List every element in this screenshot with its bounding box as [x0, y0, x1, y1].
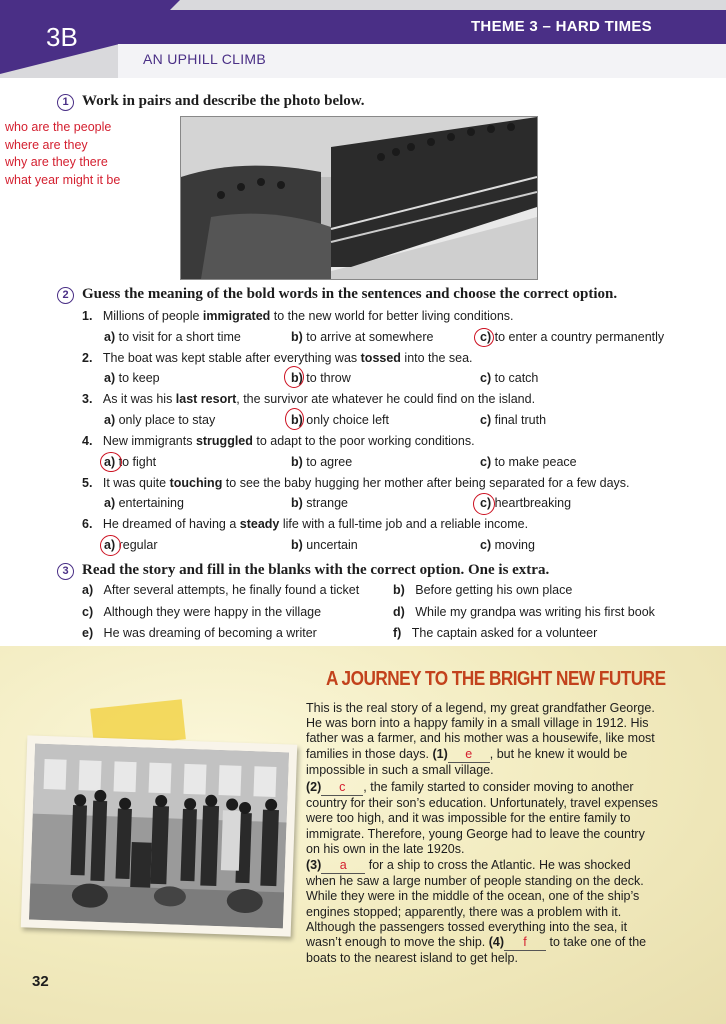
blank-2-answer[interactable]: c: [321, 780, 363, 796]
option-c[interactable]: c) to enter a country permanently: [480, 330, 665, 344]
story-paragraph-3: (3) a for a ship to cross the Atlantic. He was shocked when he saw a large number of people standing on the deck. While they were in the middle of the ocean, one of the ship’s engines stopped; apparently, there was a problem with it. Although the passengers tossed everything into the sea, it wasn’t enough to move the ship. (4) f to take one of the boats to the nearest island to get help.: [306, 858, 647, 966]
blank-1-answer[interactable]: e: [448, 747, 490, 763]
handwritten-note: who are the people: [5, 120, 112, 134]
immigrant-ship-photo: [180, 116, 538, 280]
lesson-subtitle: AN UPHILL CLIMB: [143, 51, 267, 67]
option-a[interactable]: a) regular: [104, 538, 158, 552]
handwritten-note: why are they there: [5, 155, 108, 169]
question-3: 3. As it was his last resort, the survivor ate whatever he could find on the island.: [82, 392, 536, 406]
option-a[interactable]: a) to fight: [104, 455, 157, 469]
answer-circle-mark: [474, 328, 494, 347]
exercise-3-title: Read the story and fill in the blanks with the correct option. One is extra.: [82, 562, 550, 578]
option-c[interactable]: c) final truth: [480, 413, 547, 427]
story-paragraph-2: (2) c , the family started to consider moving to another country for their son’s education. Unfortunately, travel expenses were too high, and it was impossible for the entire family to immigrate. Therefore, young George had to leave the country on his own in the late 1920s.: [306, 780, 658, 856]
option-b[interactable]: b) strange: [291, 496, 348, 510]
question-6: 6. He dreamed of having a steady life with a full-time job and a reliable income.: [82, 517, 529, 531]
question-4: 4. New immigrants struggled to adapt to the poor working conditions.: [82, 434, 475, 448]
answer-circle-mark: [285, 408, 304, 430]
exercise-3-number: 3: [57, 563, 74, 580]
extra-option: a) After several attempts, he finally found a ticket: [82, 583, 360, 597]
option-a[interactable]: a) only place to stay: [104, 413, 216, 427]
blank-3-answer[interactable]: a: [321, 858, 365, 874]
option-a[interactable]: a) entertaining: [104, 496, 184, 510]
exercise-2-number: 2: [57, 287, 74, 304]
option-b[interactable]: b) to throw: [291, 371, 351, 385]
extra-option: b) Before getting his own place: [393, 583, 573, 597]
extra-option: d) While my grandpa was writing his first book: [393, 605, 655, 619]
option-c[interactable]: c) moving: [480, 538, 535, 552]
answer-circle-mark: [100, 452, 122, 472]
extra-option: c) Although they were happy in the village: [82, 605, 322, 619]
answer-circle-mark: [284, 366, 304, 388]
unit-label: 3B: [46, 22, 78, 52]
question-5: 5. It was quite touching to see the baby hugging her mother after being separated for a few days.: [82, 476, 630, 490]
option-b[interactable]: b) to arrive at somewhere: [291, 330, 434, 344]
answer-circle-mark: [100, 535, 121, 556]
option-c[interactable]: c) to make peace: [480, 455, 577, 469]
question-2: 2. The boat was kept stable after everything was tossed into the sea.: [82, 351, 473, 365]
extra-option: e) He was dreaming of becoming a writer: [82, 626, 317, 640]
blank-4-answer[interactable]: f: [504, 935, 546, 951]
option-c[interactable]: c) to catch: [480, 371, 539, 385]
exercise-1-number: 1: [57, 94, 74, 111]
story-paragraph-1: This is the real story of a legend, my great grandfather George. He was born into a happy family in a small village in 1912. His father was a farmer, and his mother was a housewife, like most families in those days. (1) e , but he knew it would be impossible in such a small village.: [306, 701, 655, 777]
option-a[interactable]: a) to keep: [104, 371, 160, 385]
answer-circle-mark: [473, 493, 495, 515]
question-1: 1. Millions of people immigrated to the new world for better living conditions.: [82, 309, 514, 323]
exercise-1-title: Work in pairs and describe the photo below.: [82, 93, 365, 109]
option-b[interactable]: b) only choice left: [291, 413, 389, 427]
exercise-2-title: Guess the meaning of the bold words in the sentences and choose the correct option.: [82, 286, 618, 302]
option-b[interactable]: b) uncertain: [291, 538, 358, 552]
option-c[interactable]: c) heartbreaking: [480, 496, 572, 510]
immigrants-hall-photo: [21, 735, 298, 936]
story-title: A JOURNEY TO THE BRIGHT NEW FUTURE: [326, 668, 666, 690]
extra-option: f) The captain asked for a volunteer: [393, 626, 598, 640]
page-number: 32: [32, 973, 49, 990]
option-a[interactable]: a) to visit for a short time: [104, 330, 241, 344]
option-b[interactable]: b) to agree: [291, 455, 353, 469]
handwritten-note: what year might it be: [5, 173, 121, 187]
theme-title: THEME 3 – HARD TIMES: [470, 18, 652, 35]
handwritten-note: where are they: [5, 138, 88, 152]
